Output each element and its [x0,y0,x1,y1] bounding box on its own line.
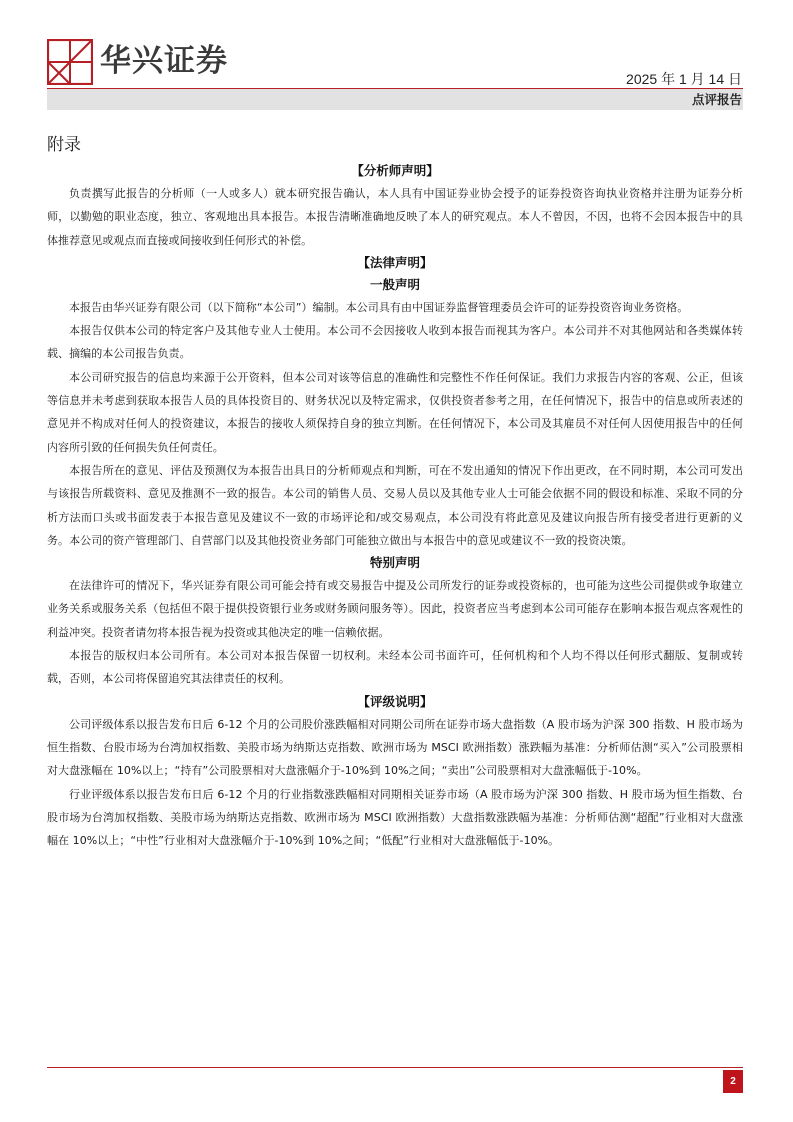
page-number-badge: 2 [723,1070,743,1093]
general-paragraph: 本报告由华兴证券有限公司（以下简称“本公司”）编制。本公司具有由中国证券监督管理委员会许可的证券投资咨询业务资格。 [69,300,689,314]
general-statement-heading: 一般声明 [369,276,420,292]
brand-name: 华兴证券 [100,43,228,79]
rating-paragraph: 公司评级体系以报告发布日后 6-12 个月的公司股价涨跌幅相对同期公司所在证券市场大盘指数（A 股市场为沪深 300 指数、H 股市场为恒生指数、台股市场为台湾加权指数、美股市场为纳斯达克指数、欧洲市场为 MSCI 欧洲指数）涨跌幅为基准：分析师估测“买入”公司股票相对大盘涨幅在 10%以上；“持有”公司股票相对大盘涨幅介于-10%到 10%之间；“卖出”公司股票相对大盘涨幅低于-10%。 [47,717,743,778]
general-paragraph: 本报告仅供本公司的特定客户及其他专业人士使用。本公司不会因接收人收到本报告而视其为客户。本公司并不对其他网站和各类媒体转载、摘编的本公司报告负责。 [47,324,743,361]
special-statement-heading: 特别声明 [369,555,420,571]
document-body [47,160,743,852]
analyst-statement-heading: 【分析师声明】 [351,163,439,178]
header-band [47,88,743,110]
report-date: 2025 年 1 月 14 日 [626,71,742,87]
general-paragraph: 本报告所在的意见、评估及预测仅为本报告出具日的分析师观点和判断，可在不发出通知的情况下作出更改，在不同时期，本公司可发出与该报告所载资料、意见及推测不一致的报告。本公司的销售人员、交易人员以及其他专业人士可能会依据不同的假设和标准、采取不同的分析方法而口头或书面发表于本报告意见及建议不一致的市场评论和/或交易观点，本公司没有将此意见及建议向报告所有接受者进行更新的义务。本公司的资产管理部门、自营部门以及其他投资业务部门可能独立做出与本报告中的意见或建议不一致的投资决策。 [47,463,743,547]
general-paragraph: 本公司研究报告的信息均来源于公开资料，但本公司对该等信息的准确性和完整性不作任何保证。我们力求报告内容的客观、公正，但该等信息并未考虑到获取本报告人员的具体投资目的、财务状况以及特定需求，仅供投资者参考之用，在任何情况下，报告中的信息或所表述的意见并不构成对任何人的投资建议，本报告的接收人须保持自身的独立判断。在任何情况下，本公司及其雇员不对任何人因使用报告中的任何内容所引致的任何损失负任何责任。 [47,370,743,454]
rating-paragraph: 行业评级体系以报告发布日后 6-12 个月的行业指数涨跌幅相对同期相关证券市场（A 股市场为沪深 300 指数、H 股市场为恒生指数、台股市场为台湾加权指数、美股市场为纳斯达克指数、欧洲市场为 MSCI 欧洲指数）大盘指数涨跌幅为基准：分析师估测“超配”行业相对大盘涨幅在 10%以上；“中性”行业相对大盘涨幅介于-10%到 10%之间；“低配”行业相对大盘涨幅低于-10%。 [47,787,743,848]
report-type: 点评报告 [691,92,742,107]
legal-statement-heading: 【法律声明】 [357,254,433,270]
rating-heading: 【评级说明】 [357,693,433,709]
analyst-paragraph: 负责撰写此报告的分析师（一人或多人）就本研究报告确认，本人具有中国证券业协会授予的证券投资咨询执业资格并注册为证券分析师，以勤勉的职业态度，独立、客观地出具本报告。本报告清晰准确地反映了本人的研究观点。本人不曾因，不因，也将不会因本报告中的具体推荐意见或观点而直接或间接收到任何形式的补偿。 [47,187,743,247]
special-paragraph: 在法律许可的情况下，华兴证券有限公司可能会持有或交易报告中提及公司所发行的证券或投资标的，也可能为这些公司提供或争取建立业务关系或服务关系（包括但不限于提供投资银行业务或财务顾问服务等）。因此，投资者应当考虑到本公司可能存在影响本报告观点客观性的利益冲突。投资者请勿将本报告视为投资或其他决定的唯一信赖依据。 [47,579,743,639]
special-paragraph: 本报告的版权归本公司所有。本公司对本报告保留一切权利。未经本公司书面许可，任何机构和个人均不得以任何形式翻版、复制或转载，否则，本公司将保留追究其法律责任的权利。 [47,649,743,686]
footer-divider [47,1067,743,1068]
appendix-title: 附录 [47,135,81,155]
huaxing-logo-icon [47,39,93,85]
